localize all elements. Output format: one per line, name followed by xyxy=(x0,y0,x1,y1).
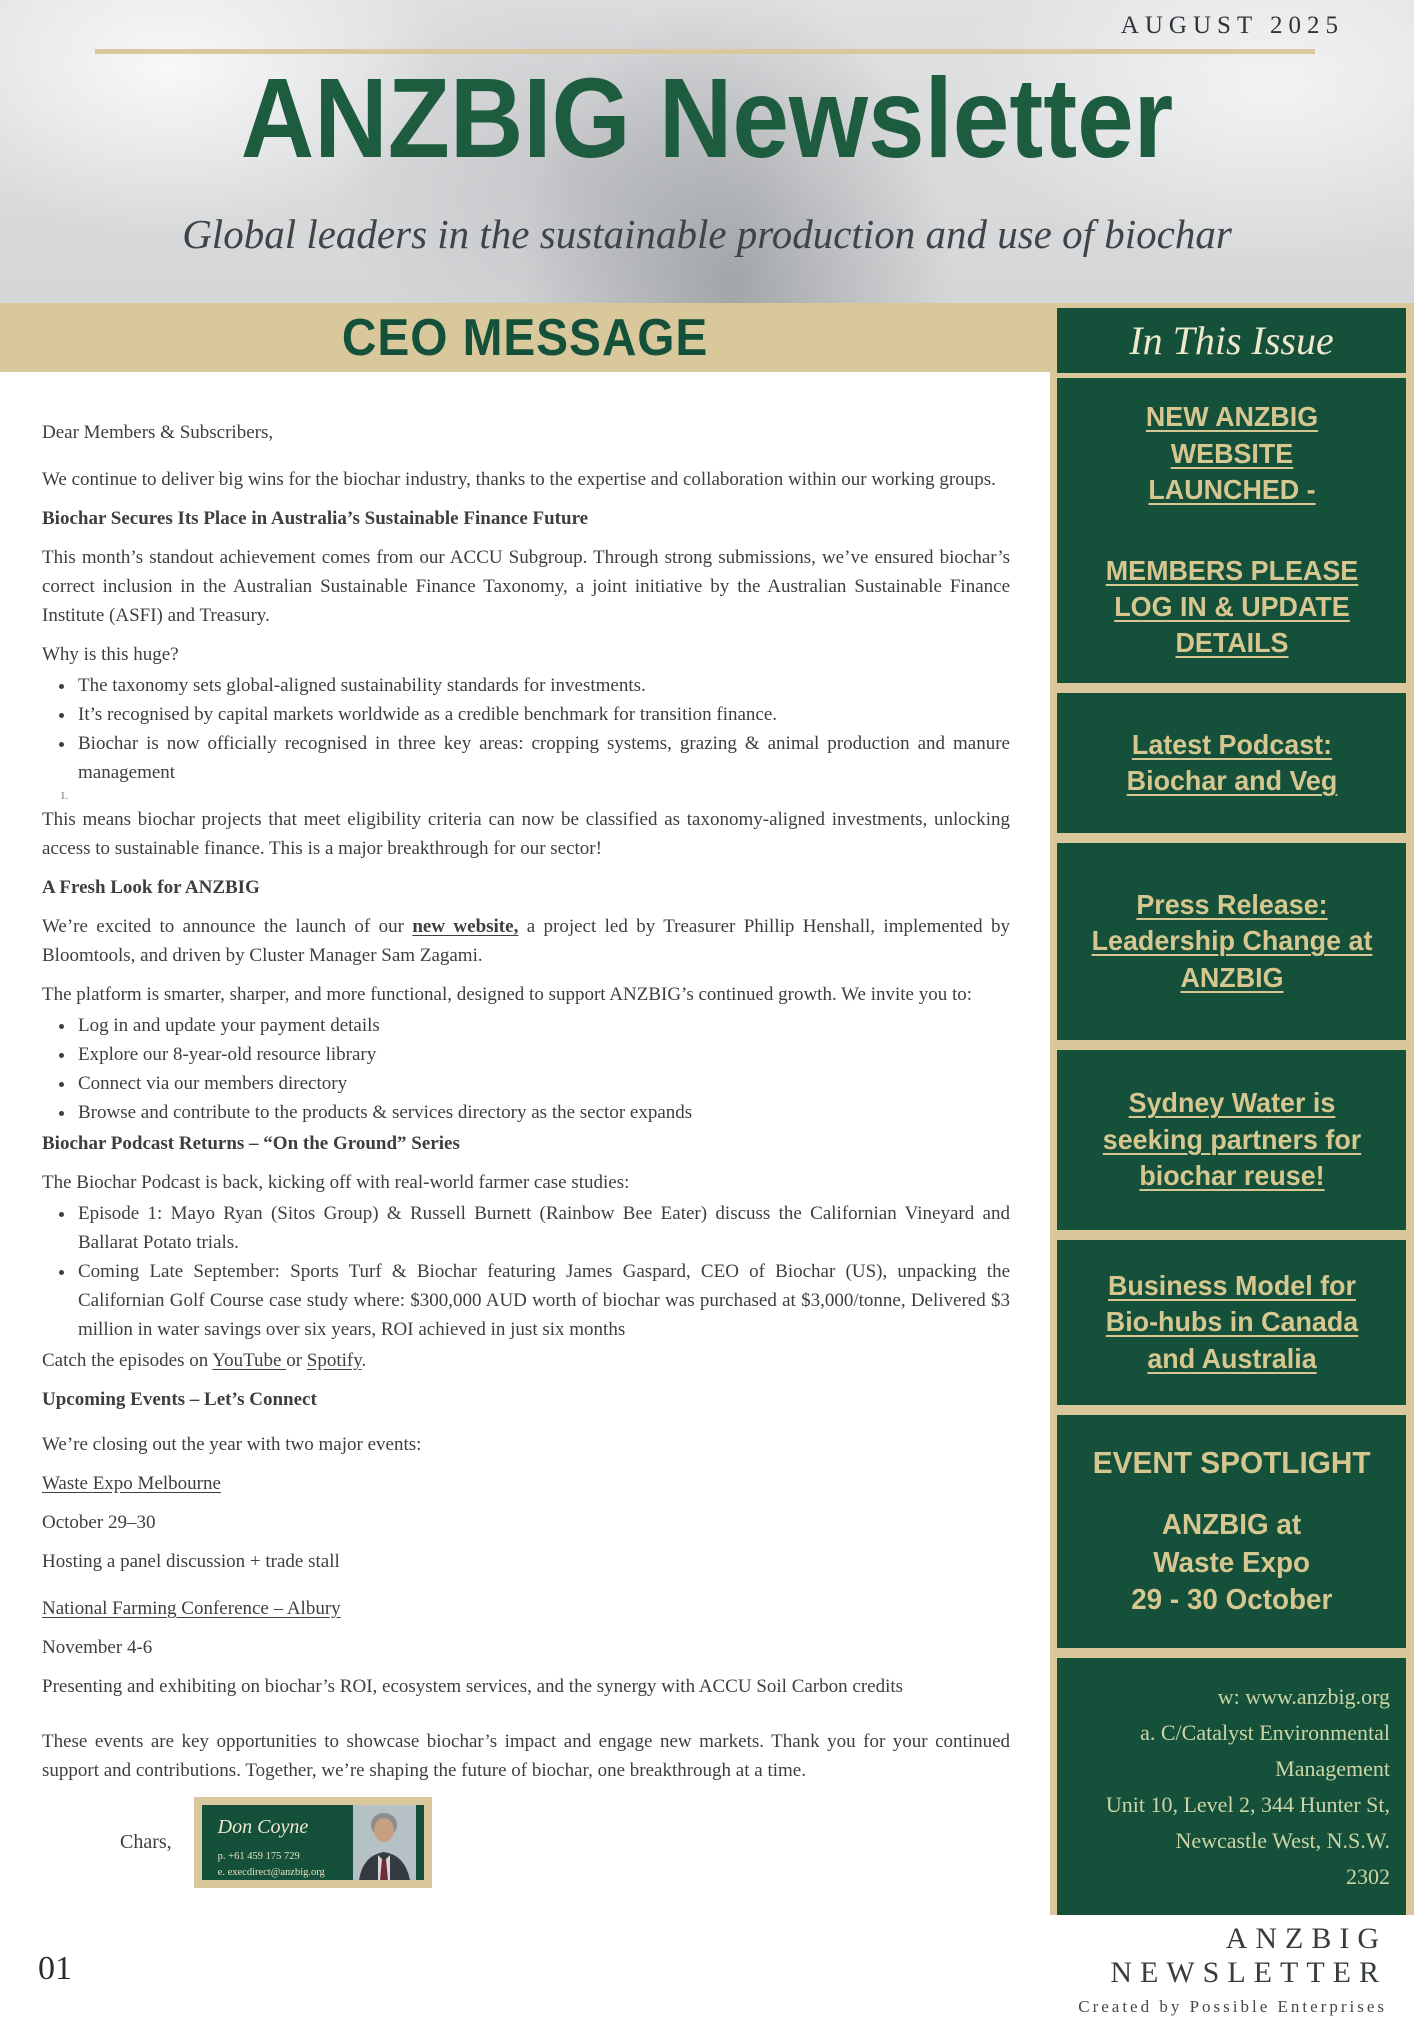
footer-brand: ANZBIG NEWSLETTER xyxy=(1110,1922,1387,1989)
intro-paragraph: We continue to deliver big wins for the biochar industry, thanks to the expertise and collaboration within our working groups. xyxy=(42,469,996,490)
section1-paragraph1: This month’s standout achievement comes from our ACCU Subgroup. Through strong submissions, we’ve ensured biochar’s correct inclusion in the Australian Sustainable Finance Taxonomy, a joint initiative by the Australian Sustainable Finance Institute (ASFI) and Treasury. xyxy=(42,547,1010,626)
section4-heading: Upcoming Events – Let’s Connect xyxy=(42,1389,317,1410)
sidebar-item-sydney-water xyxy=(1057,1050,1406,1230)
business-card xyxy=(194,1797,432,1888)
text-run: a project led by Treasurer Phillip Henshall, implemented by Bloomtools, and driven by Cluster Manager Sam Zagami. xyxy=(42,916,1010,966)
event-spotlight-line2: Waste Expo xyxy=(1153,1546,1310,1579)
sidebar-item-event-spotlight xyxy=(1057,1415,1406,1648)
event-spotlight-line1: ANZBIG at xyxy=(1161,1509,1302,1542)
link-business-model[interactable]: Business Model for Bio-hubs in Canada and Australia xyxy=(1105,1269,1358,1374)
list-item: • Coming Late September: Sports Turf & Biochar featuring James Gaspard, CEO of Biochar (US), unpacking the Californian Golf Course case study where: $300,000 AUD worth of biochar was purchased at $3,000/tonne, Delivered $3 million in water savings over six years, ROI achieved in just six months xyxy=(76,1257,1010,1344)
section1-paragraph2: This means biochar projects that meet eligibility criteria can now be classified as taxonomy-aligned investments, unlocking access to sustainable finance. This is a major breakthrough for our sector! xyxy=(42,809,1010,859)
link-sydney-water[interactable]: Sydney Water is seeking partners for biochar reuse! xyxy=(1102,1087,1361,1192)
list-item: • Browse and contribute to the products & services directory as the sector expands xyxy=(76,1098,1010,1127)
event1-detail: Hosting a panel discussion + trade stall xyxy=(42,1551,340,1572)
section2-heading: A Fresh Look for ANZBIG xyxy=(42,877,260,898)
contact-address-line3: Newcastle West, N.S.W. xyxy=(1175,1827,1390,1853)
page-number: 01 xyxy=(38,1950,72,1987)
section1-question: Why is this huge? xyxy=(42,644,179,665)
event2-date: November 4-6 xyxy=(42,1637,153,1658)
ceo-message-title: CEO MESSAGE xyxy=(341,308,709,367)
event-spotlight-title: EVENT SPOTLIGHT xyxy=(1092,1444,1371,1480)
footer xyxy=(1050,1922,1414,2017)
footer-credit: Created by Possible Enterprises xyxy=(1078,1997,1387,2016)
text-run: Catch the episodes on xyxy=(42,1350,213,1371)
link-national-farming-conference[interactable]: National Farming Conference – Albury xyxy=(42,1598,341,1619)
contact-box xyxy=(1057,1658,1406,1915)
in-this-issue-header xyxy=(1057,308,1406,373)
sidebar-item-press-release xyxy=(1057,843,1406,1040)
sidebar-item-business-model xyxy=(1057,1240,1406,1405)
section3-bullet-list xyxy=(42,1199,1010,1344)
ceo-phone: p. +61 459 175 729 xyxy=(217,1851,300,1862)
section3-heading: Biochar Podcast Returns – “On the Ground” Series xyxy=(42,1133,460,1154)
event1-date: October 29–30 xyxy=(42,1512,156,1533)
issue-date: AUGUST 2025 xyxy=(1120,12,1344,39)
text-run: . xyxy=(361,1350,367,1371)
link-latest-podcast[interactable]: Latest Podcast: Biochar and Veg xyxy=(1126,728,1337,796)
section4-paragraph1: We’re closing out the year with two major events: xyxy=(42,1434,422,1455)
sidebar-item-new-website xyxy=(1057,378,1406,683)
ceo-message-body xyxy=(0,372,1050,2000)
list-item: • It’s recognised by capital markets worldwide as a credible benchmark for transition finance. xyxy=(76,700,1010,729)
list-item: • Connect via our members directory xyxy=(76,1069,1010,1098)
signature-row xyxy=(120,1797,1010,1888)
link-new-website[interactable]: new website, xyxy=(412,916,519,937)
section3-paragraph1: The Biochar Podcast is back, kicking off with real-world farmer case studies: xyxy=(42,1172,630,1193)
link-waste-expo[interactable]: Waste Expo Melbourne xyxy=(42,1473,221,1494)
catch-episodes-paragraph xyxy=(42,1346,1010,1375)
link-youtube[interactable]: YouTube xyxy=(212,1350,287,1371)
link-press-release[interactable]: Press Release: Leadership Change at ANZBIG xyxy=(1091,888,1372,993)
contact-address-line1: a. C/Catalyst Environmental Management xyxy=(1140,1719,1390,1781)
event-spotlight-line3: 29 - 30 October xyxy=(1130,1584,1333,1617)
signoff: Chars, xyxy=(120,1831,172,1853)
in-this-issue-title: In This Issue xyxy=(1129,318,1334,363)
ceo-email: e. execdirect@anzbig.org xyxy=(217,1867,325,1878)
contact-address-line2: Unit 10, Level 2, 344 Hunter St, xyxy=(1105,1791,1390,1817)
list-item: • The taxonomy sets global-aligned sustainability standards for investments. xyxy=(76,671,1010,700)
section1-bullet-list xyxy=(42,671,1010,787)
ceo-name: Don Coyne xyxy=(217,1816,309,1838)
section2-paragraph2: The platform is smarter, sharper, and more functional, designed to support ANZBIG’s continued growth. We invite you to: xyxy=(42,984,973,1005)
section1-heading: Biochar Secures Its Place in Australia’s Sustainable Finance Future xyxy=(42,508,589,529)
section2-paragraph1 xyxy=(42,912,1010,970)
salutation: Dear Members & Subscribers, xyxy=(42,422,274,443)
contact-website[interactable]: w: www.anzbig.org xyxy=(1217,1683,1390,1709)
link-members-log-in[interactable]: MEMBERS PLEASE LOG IN & UPDATE DETAILS xyxy=(1105,554,1358,659)
header-banner xyxy=(0,0,1414,303)
list-item: • Explore our 8-year-old resource library xyxy=(76,1040,1010,1069)
link-new-anzbig-website[interactable]: NEW ANZBIG WEBSITE LAUNCHED - xyxy=(1145,401,1318,506)
ceo-message-band xyxy=(0,303,1050,372)
contact-address-line4: 2302 xyxy=(1346,1863,1390,1889)
event2-detail: Presenting and exhibiting on biochar’s ROI, ecosystem services, and the synergy with ACCU Soil Carbon credits xyxy=(42,1676,904,1697)
sidebar-item-latest-podcast xyxy=(1057,693,1406,833)
in-this-issue-sidebar xyxy=(1050,303,1414,1915)
stray-number: 1. xyxy=(60,790,69,802)
newsletter-title xyxy=(0,56,1414,180)
header-rule xyxy=(95,49,1315,54)
section2-bullet-list xyxy=(42,1011,1010,1127)
list-item: • Biochar is now officially recognised in three key areas: cropping systems, grazing & animal production and manure management xyxy=(76,729,1010,787)
text-run: or xyxy=(286,1350,307,1371)
newsletter-subtitle: Global leaders in the sustainable production and use of biochar xyxy=(182,211,1232,257)
ceo-photo xyxy=(353,1805,416,1880)
newsletter-title-text: ANZBIG Newsletter xyxy=(240,55,1174,181)
list-item: • Episode 1: Mayo Ryan (Sitos Group) & Russell Burnett (Rainbow Bee Eater) discuss the Californian Vineyard and Ballarat Potato trials. xyxy=(76,1199,1010,1257)
text-run: We’re excited to announce the launch of our xyxy=(42,916,413,937)
closing-paragraph: These events are key opportunities to showcase biochar’s impact and engage new markets. Thank you for your continued support and contributions. Together, we’re shaping the future of biochar, one breakthrough at a time. xyxy=(42,1731,1010,1781)
link-spotify[interactable]: Spotify xyxy=(306,1350,362,1371)
list-item: • Log in and update your payment details xyxy=(76,1011,1010,1040)
business-card-inner xyxy=(202,1805,424,1880)
